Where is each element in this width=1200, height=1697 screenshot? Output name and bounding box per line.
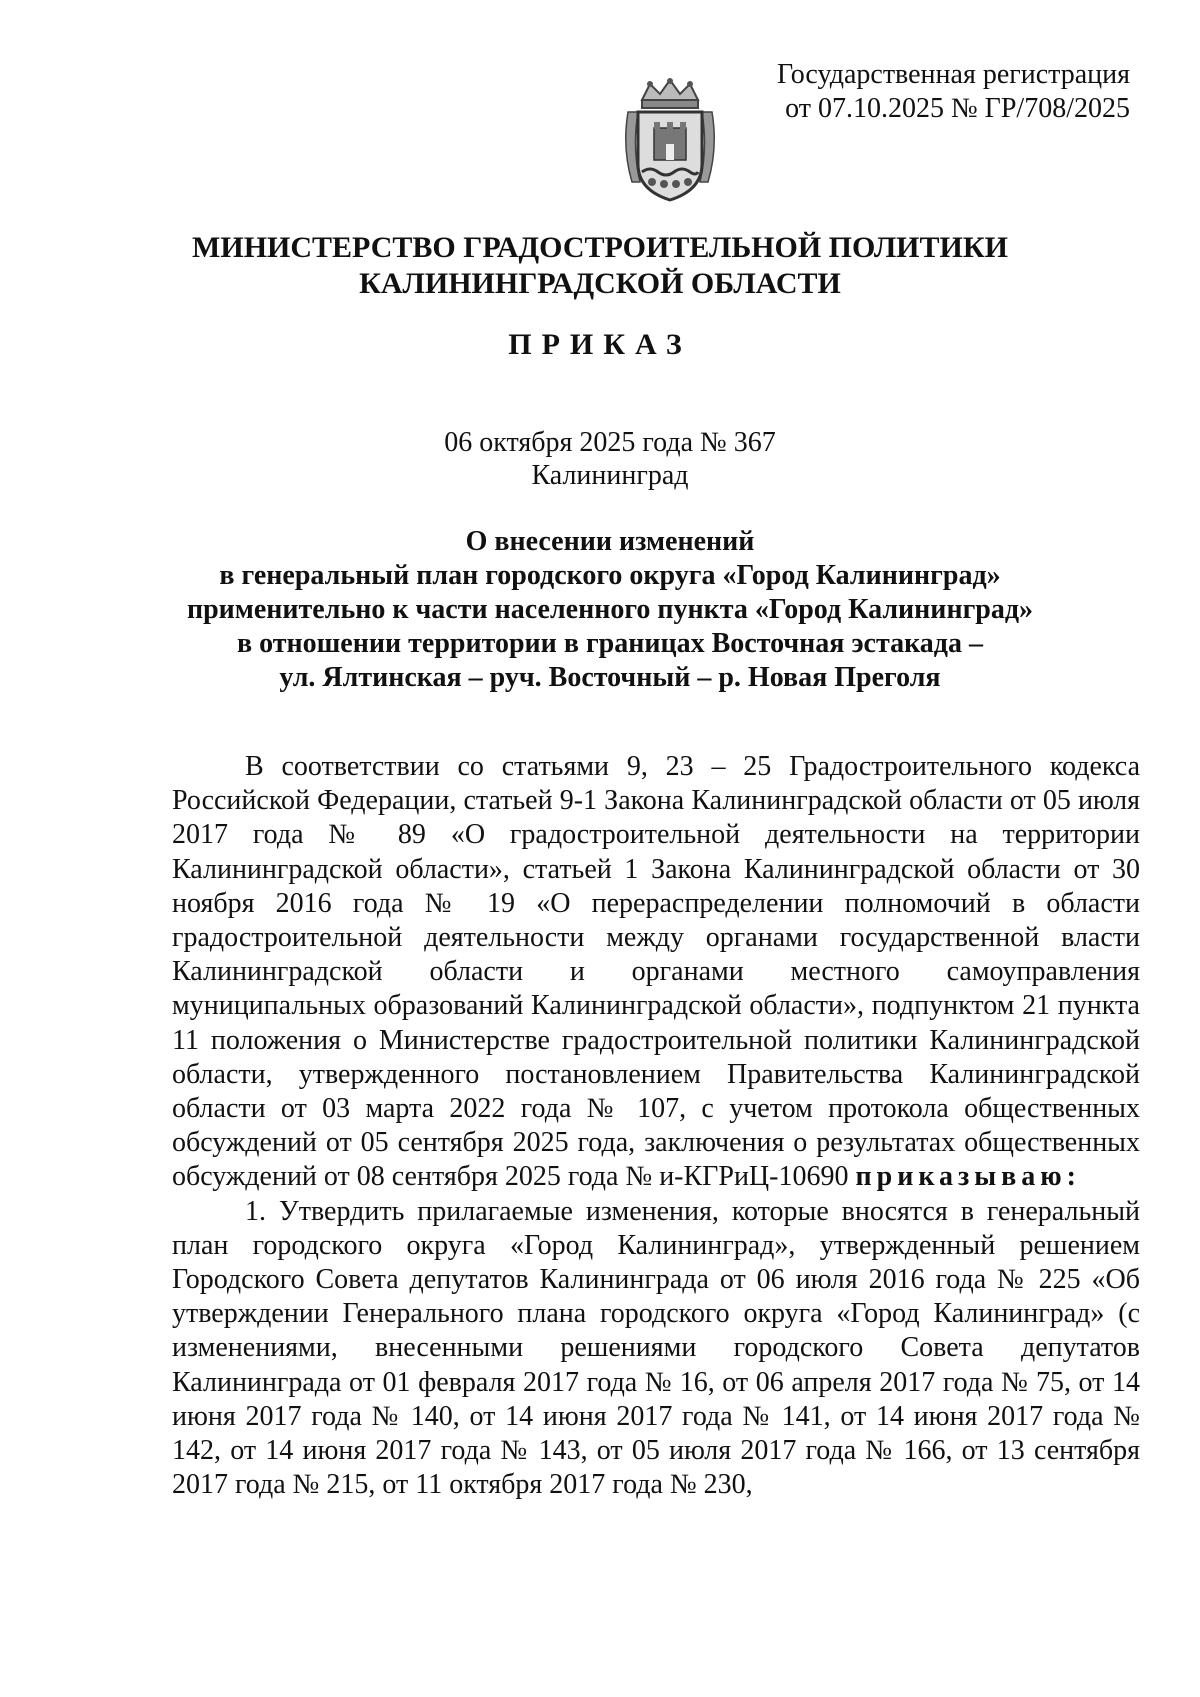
preamble-paragraph — [172, 750, 1140, 1195]
order-subject — [0, 525, 1200, 695]
ministry-header — [0, 230, 1200, 302]
item-1-paragraph: 1. Утвердить прилагаемые изменения, которые вносятся в генеральный план городского округа «Город Калининград», утвержденный решением Городского Совета депутатов Калининграда от 06 июля 2016 года № 225 «Об утверждении Генерального плана городского округа «Город Калининград» (с изменениями, внесенными решениями городского Совета депутатов Калининграда от 01 февраля 2017 года № 16, от 06 апреля 2017 года № 75, от 14 июня 2017 года № 140, от 14 июня 2017 года № 141, от 14 июня 2017 года № 142, от 14 июня 2017 года № 143, от 05 июля 2017 года № 166, от 13 сентября 2017 года № 215, от 11 октября 2017 года № 230, — [172, 1195, 1140, 1501]
subject-line-1: О внесении изменений — [465, 526, 755, 557]
order-date-number: 06 октября 2025 года № 367 — [444, 427, 776, 458]
preamble-text: В соответствии со статьями 9, 23 – 25 Градостроительного кодекса Российской Федерации, статьей 9-1 Закона Калининградской области от 05 июля 2017 года № 89 «О градостроительной деятельности на территории Калининградской области», статьей 1 Закона Калининградской области от 30 ноября 2016 года № 19 «О перераспределении полномочий в области градостроительной деятельности между органами государственной власти Калининградской области и органами местного самоуправления муниципальных образований Калининградской области», подпунктом 21 пункта 11 положения о Министерстве градостроительной политики Калининградской области, утвержденного постановлением Правительства Калининградской области от 03 марта 2022 года № 107, с учетом протокола общественных обсуждений от 05 сентября 2025 года, заключения о результатах общественных обсуждений от 08 сентября 2025 года № и-КГРиЦ-10690 — [172, 751, 1140, 1193]
registration-line-1: Государственная регистрация — [777, 59, 1130, 90]
order-title: ПРИКАЗ — [508, 328, 692, 361]
order-date-place — [0, 426, 1200, 492]
order-word: приказываю: — [855, 1161, 1081, 1193]
state-registration-stamp — [777, 58, 1130, 126]
registration-line-2: от 07.10.2025 № ГР/708/2025 — [785, 93, 1130, 124]
subject-line-2: в генеральный план городского округа «Город Калининград» — [219, 560, 1001, 591]
subject-line-3: применительно к части населенного пункта «Город Калининград» — [186, 594, 1034, 625]
subject-line-5: ул. Ялтинская – руч. Восточный – р. Новая Преголя — [279, 662, 941, 693]
ministry-line-2: КАЛИНИНГРАДСКОЙ ОБЛАСТИ — [359, 267, 841, 300]
kaliningrad-coat-of-arms-icon — [620, 78, 720, 204]
order-city: Калининград — [531, 460, 689, 491]
subject-line-4: в отношении территории в границах Восточная эстакада – — [237, 628, 983, 659]
ministry-line-1: МИНИСТЕРСТВО ГРАДОСТРОИТЕЛЬНОЙ ПОЛИТИКИ — [192, 231, 1008, 264]
order-body — [172, 750, 1140, 1502]
